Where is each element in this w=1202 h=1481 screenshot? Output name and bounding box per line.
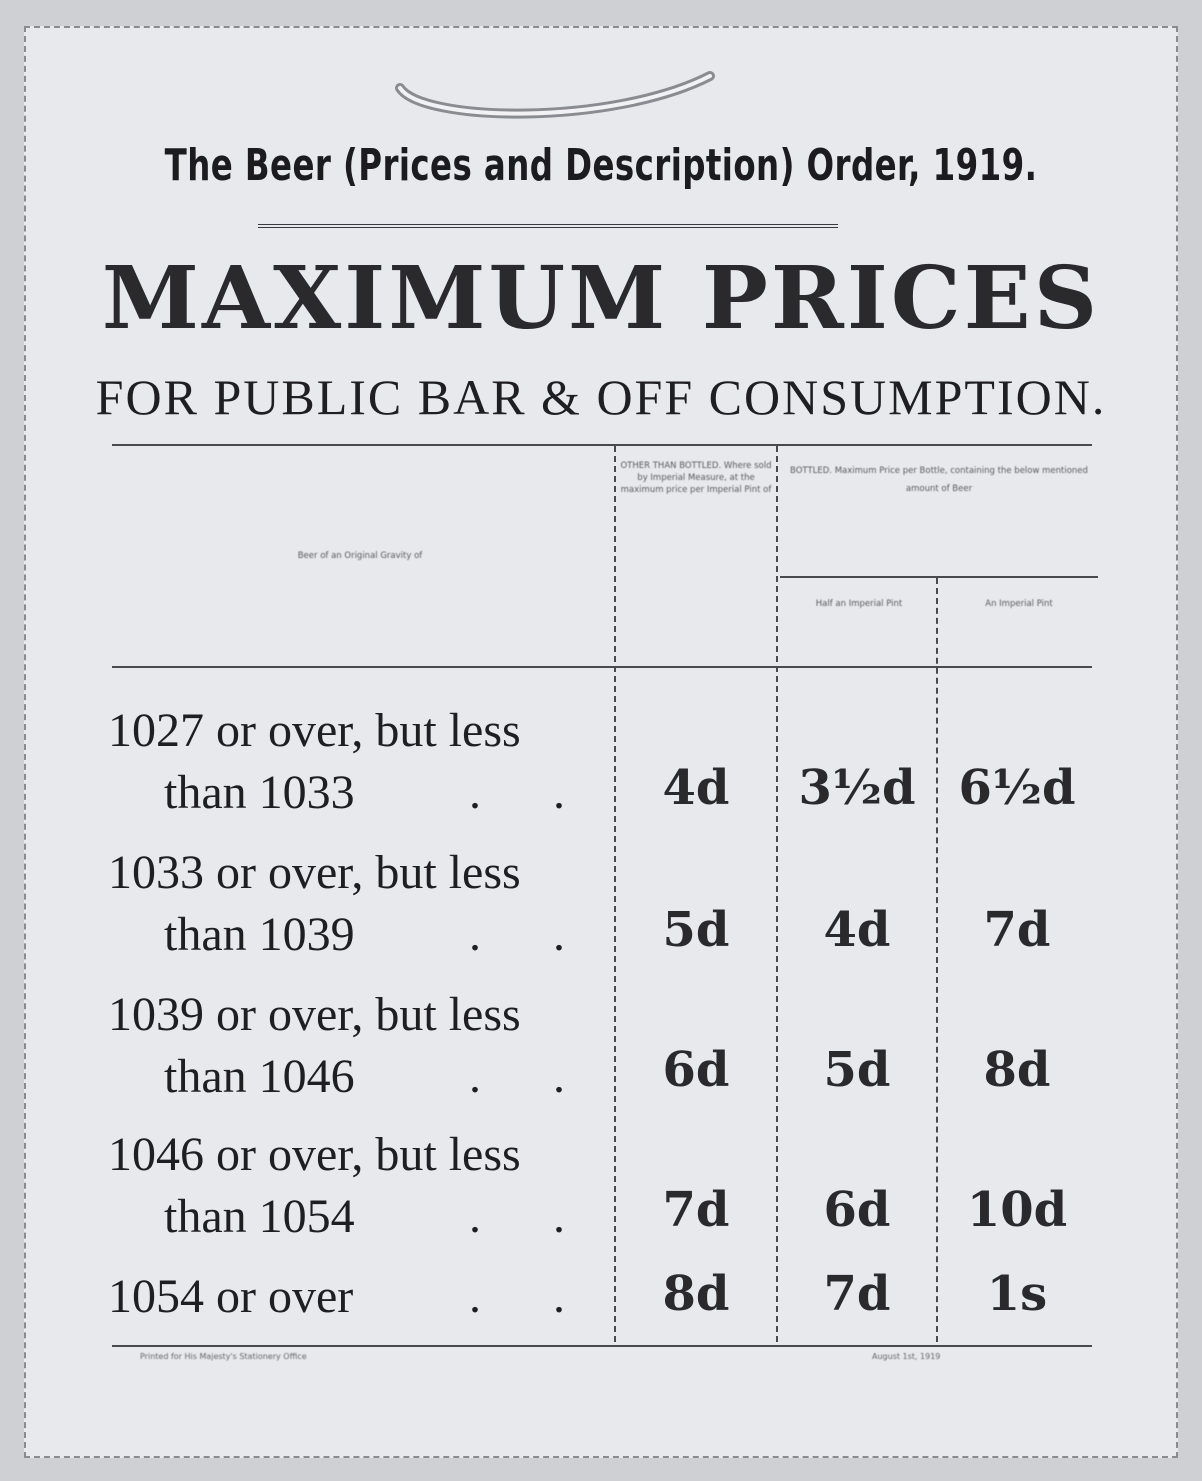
gravity-label: 1033 or over, but less than 1039 . . <box>108 842 603 966</box>
gravity-label: 1046 or over, but less than 1054 . . <box>108 1124 603 1248</box>
header-bottom-rule <box>112 666 1092 668</box>
half-pint-price: 3½d <box>798 760 916 816</box>
pint-price: 1s <box>986 1266 1048 1322</box>
half-pint-column-header: Half an Imperial Pint <box>815 599 903 609</box>
main-title: MAXIMUM PRICES <box>101 248 1101 349</box>
table-bottom-rule <box>112 1345 1092 1347</box>
gravity-label: 1027 or over, but less than 1033 . . <box>108 700 603 824</box>
column-divider-1 <box>614 446 616 1342</box>
gravity-label: 1039 or over, but less than 1046 . . <box>108 984 603 1108</box>
half-pint-price: 5d <box>823 1042 891 1098</box>
issue-date: August 1st, 1919 <box>872 1352 941 1361</box>
gravity-label: 1054 or over . . <box>108 1266 603 1328</box>
title-divider <box>258 224 838 228</box>
bottled-group-header: BOTTLED. Maximum Price per Bottle, containing the below mentioned amount of Beer <box>790 466 1088 494</box>
hanging-loop <box>392 70 722 122</box>
bottled-group-rule <box>780 576 1098 578</box>
half-pint-price: 6d <box>823 1182 891 1238</box>
pint-column-header: An Imperial Pint <box>985 599 1053 609</box>
draught-price: 4d <box>662 760 730 816</box>
column-divider-2 <box>776 446 778 1342</box>
printer-imprint: Printed for His Majesty's Stationery Office <box>140 1352 307 1361</box>
pint-price: 8d <box>983 1042 1051 1098</box>
pint-price: 7d <box>983 902 1051 958</box>
half-pint-price: 4d <box>823 902 891 958</box>
leader-dots: . . <box>469 1190 595 1243</box>
pint-price: 6½d <box>958 760 1076 816</box>
column-divider-3 <box>936 578 938 1342</box>
leader-dots: . . <box>469 1050 595 1103</box>
draught-price: 6d <box>662 1042 730 1098</box>
leader-dots: . . <box>469 908 595 961</box>
draught-price: 7d <box>662 1182 730 1238</box>
draught-price: 8d <box>662 1266 730 1322</box>
leader-dots: . . <box>469 766 595 819</box>
draught-column-header: OTHER THAN BOTTLED. Where sold by Imperial Measure, at the maximum price per Imperial Pint of <box>620 461 772 495</box>
draught-price: 5d <box>662 902 730 958</box>
half-pint-price: 7d <box>823 1266 891 1322</box>
order-title: The Beer (Prices and Description) Order, 1919. <box>164 140 1038 191</box>
gravity-column-header: Beer of an Original Gravity of <box>297 551 423 561</box>
pint-price: 10d <box>966 1182 1068 1238</box>
table-top-rule <box>112 444 1092 446</box>
subtitle: FOR PUBLIC BAR & OFF CONSUMPTION. <box>95 369 1107 425</box>
leader-dots: . . <box>469 1270 595 1323</box>
